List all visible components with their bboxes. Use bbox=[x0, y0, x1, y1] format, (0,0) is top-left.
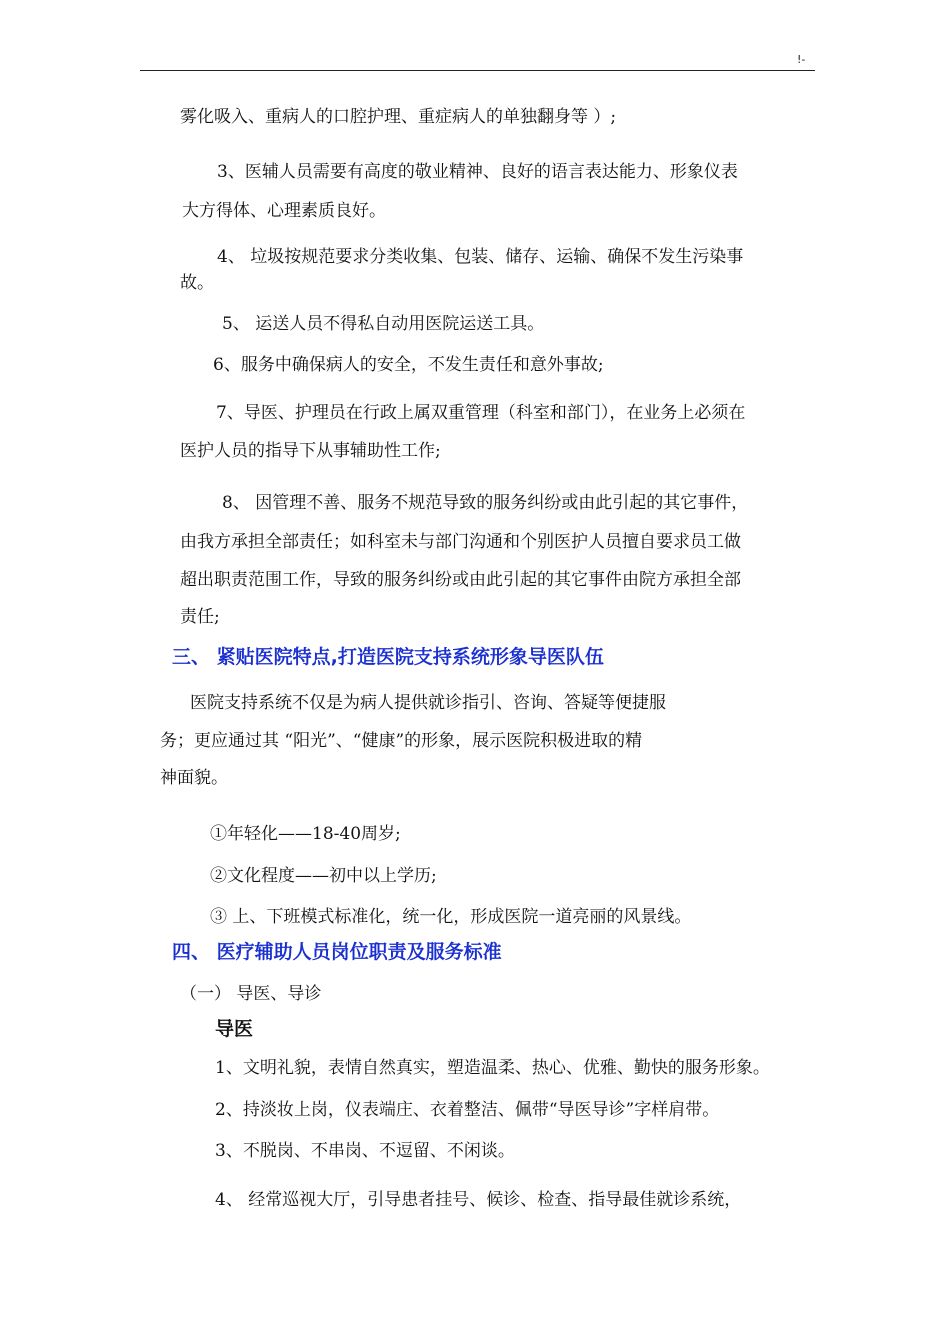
subsection-label: （一） 导医、导诊 bbox=[180, 984, 322, 1004]
text-line: 大方得体、心理素质良好。 bbox=[182, 201, 386, 221]
text-line: 超出职责范围工作，导致的服务纠纷或由此引起的其它事件由院方承担全部 bbox=[180, 570, 741, 590]
text-line: 医院支持系统不仅是为病人提供就诊指引、咨询、答疑等便捷服 bbox=[190, 693, 666, 713]
text-line: 6、服务中确保病人的安全，不发生责任和意外事故; bbox=[213, 355, 604, 375]
text-line: 故。 bbox=[180, 273, 214, 293]
list-item: ②文化程度——初中以上学历; bbox=[210, 866, 437, 886]
text-line: 医护人员的指导下从事辅助性工作; bbox=[180, 441, 441, 461]
list-item: 2、持淡妆上岗，仪表端庄、衣着整洁、佩带“导医导诊”字样肩带。 bbox=[215, 1100, 720, 1120]
subsection-title: 导医 bbox=[215, 1018, 254, 1040]
list-item: 4、 经常巡视大厅，引导患者挂号、候诊、检查、指导最佳就诊系统， bbox=[215, 1190, 742, 1210]
list-item: ③ 上、下班模式标准化，统一化，形成医院一道亮丽的风景线。 bbox=[210, 907, 692, 927]
section-heading: 三、 紧贴医院特点,打造医院支持系统形象导医队伍 bbox=[172, 646, 604, 668]
text-line: 4、 垃圾按规范要求分类收集、包装、储存、运输、确保不发生污染事 bbox=[217, 247, 744, 267]
page-mark: !- bbox=[797, 53, 806, 66]
list-item: 1、文明礼貌，表情自然真实，塑造温柔、热心、优雅、勤快的服务形象。 bbox=[215, 1058, 770, 1078]
list-item: ①年轻化——18-40周岁; bbox=[210, 824, 401, 844]
section-heading: 四、 医疗辅助人员岗位职责及服务标准 bbox=[172, 941, 502, 963]
list-item: 3、不脱岗、不串岗、不逗留、不闲谈。 bbox=[215, 1141, 515, 1161]
text-line: 3、医辅人员需要有高度的敬业精神、良好的语言表达能力、形象仪表 bbox=[217, 162, 738, 182]
text-line: 8、 因管理不善、服务不规范导致的服务纠纷或由此引起的其它事件， bbox=[222, 493, 749, 513]
text-line: 神面貌。 bbox=[160, 768, 228, 788]
text-line: 由我方承担全部责任；如科室未与部门沟通和个别医护人员擅自要求员工做 bbox=[180, 532, 741, 552]
text-line: 责任; bbox=[180, 607, 220, 627]
text-line: 务；更应通过其 “阳光”、“健康”的形象，展示医院积极进取的精 bbox=[160, 731, 643, 751]
text-line: 7、导医、护理员在行政上属双重管理（科室和部门），在业务上必须在 bbox=[216, 403, 746, 423]
text-line: 雾化吸入、重病人的口腔护理、重症病人的单独翻身等 ）; bbox=[180, 107, 617, 127]
text-line: 5、 运送人员不得私自动用医院运送工具。 bbox=[222, 314, 545, 334]
header-rule bbox=[140, 70, 815, 71]
